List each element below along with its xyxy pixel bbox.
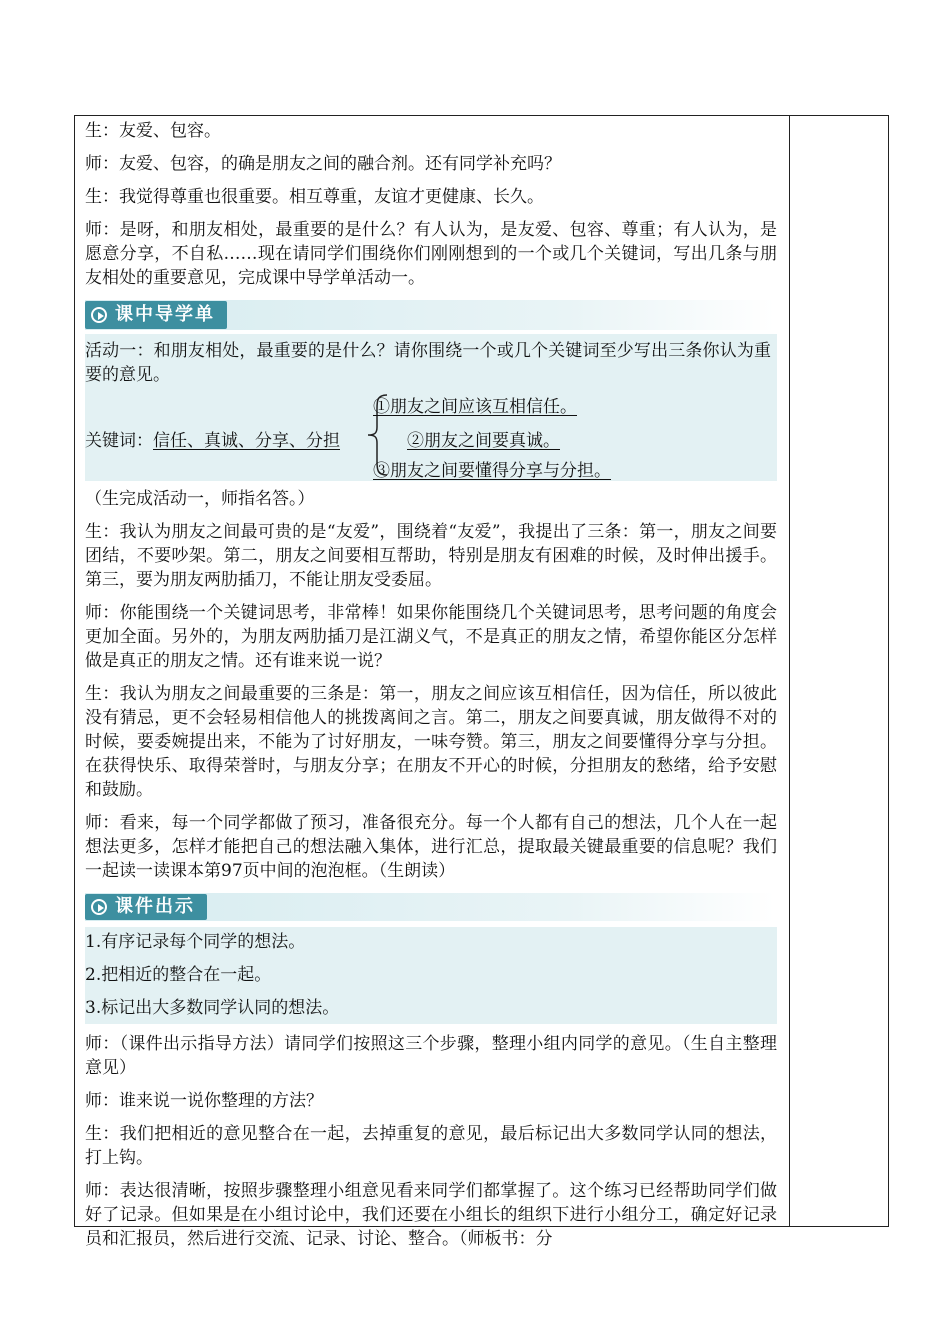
paragraph: 师：谁来说一说你整理的方法？	[85, 1091, 323, 1111]
section-title: 课中导学单	[115, 304, 215, 325]
play-circle-icon	[91, 307, 107, 323]
paragraph: 生：我觉得尊重也很重要。相互尊重，友谊才更健康、长久。	[85, 187, 544, 207]
step-item: 2.把相近的整合在一起。	[85, 965, 272, 985]
play-circle-icon	[91, 899, 107, 915]
paragraph: （生完成活动一，师指名答。）	[85, 489, 315, 509]
paragraph: 生：我认为朋友之间最可贵的是“友爱”，围绕着“友爱”，我提出了三条：第一，朋友之间要团结，不要吵架。第二，朋友之间要相互帮助，特别是朋友有困难的时候，及时伸出援手。第三，要为朋友两肋插刀，不能让朋友受委屈。	[85, 522, 777, 590]
opinion-item: ①朋友之间应该互相信任。	[373, 397, 577, 417]
opinion-item: ②朋友之间要真诚。	[407, 431, 560, 451]
step-item: 1.有序记录每个同学的想法。	[85, 932, 306, 952]
paragraph: 生：友爱、包容。	[85, 121, 221, 141]
paragraph: 师：表达很清晰，按照步骤整理小组意见看来同学们都掌握了。这个练习已经帮助同学们做好了记录。但如果是在小组讨论中，我们还要在小组长的组织下进行小组分工，确定好记录员和汇报员，然后进行交流、记录、讨论、整合。（师板书：分	[85, 1181, 777, 1249]
lesson-content	[85, 116, 777, 1251]
paragraph: 生：我们把相近的意见整合在一起，去掉重复的意见，最后标记出大多数同学认同的想法，打上钩。	[85, 1124, 777, 1168]
section-badge	[85, 894, 207, 920]
activity-box	[85, 334, 777, 481]
lesson-table	[74, 115, 889, 1249]
step-item: 3.标记出大多数同学认同的想法。	[85, 998, 340, 1018]
activity-text: 活动一：和朋友相处，最重要的是什么？请你围绕一个或几个关键词至少写出三条你认为重要的意见。	[85, 341, 771, 385]
section-badge	[85, 301, 227, 329]
paragraph: 师：看来，每一个同学都做了预习，准备很充分。每一个人都有自己的想法，几个人在一起想法更多，怎样才能把自己的想法融入集体，进行汇总，提取最关键最重要的信息呢？我们一起读一读课本第97页中间的泡泡框。（生朗读）	[85, 813, 777, 881]
paragraph: 师：（课件出示指导方法）请同学们按照这三个步骤，整理小组内同学的意见。（生自主整理意见）	[85, 1034, 777, 1078]
keyword-diagram	[85, 387, 771, 479]
paragraph: 生：我认为朋友之间最重要的三条是：第一，朋友之间应该互相信任，因为信任，所以彼此没有猜忌，更不会轻易相信他人的挑拨离间之言。第二，朋友之间要真诚，朋友做得不对的时候，要委婉提出来，不能为了讨好朋友，一味夸赞。第三，朋友之间要懂得分享与分担。在获得快乐、取得荣誉时，与朋友分享；在朋友不开心的时候，分担朋友的愁绪，给予安慰和鼓励。	[85, 684, 777, 800]
paragraph: 师：你能围绕一个关键词思考，非常棒！如果你能围绕几个关键词思考，思考问题的角度会更加全面。另外的，为朋友两肋插刀是江湖义气，不是真正的朋友之情，希望你能区分怎样做是真正的朋友之情。还有谁来说一说？	[85, 603, 777, 671]
opinion-item: ③朋友之间要懂得分享与分担。	[373, 461, 611, 481]
paragraph: 师：是呀，和朋友相处，最重要的是什么？有人认为，是友爱、包容、尊重；有人认为，是愿意分享，不自私……现在请同学们围绕你们刚刚想到的一个或几个关键词，写出几条与朋友相处的重要意见，完成课中导学单活动一。	[85, 220, 777, 288]
section-heading-slides	[85, 893, 775, 921]
section-heading-guide	[85, 300, 775, 330]
section-title: 课件出示	[115, 896, 195, 917]
column-divider	[789, 116, 790, 1226]
slide-steps-box	[85, 927, 777, 1024]
keyword-label: 关键词：信任、真诚、分享、分担	[85, 431, 340, 451]
keyword-list: 信任、真诚、分享、分担	[153, 431, 340, 451]
paragraph: 师：友爱、包容，的确是朋友之间的融合剂。还有同学补充吗？	[85, 154, 561, 174]
